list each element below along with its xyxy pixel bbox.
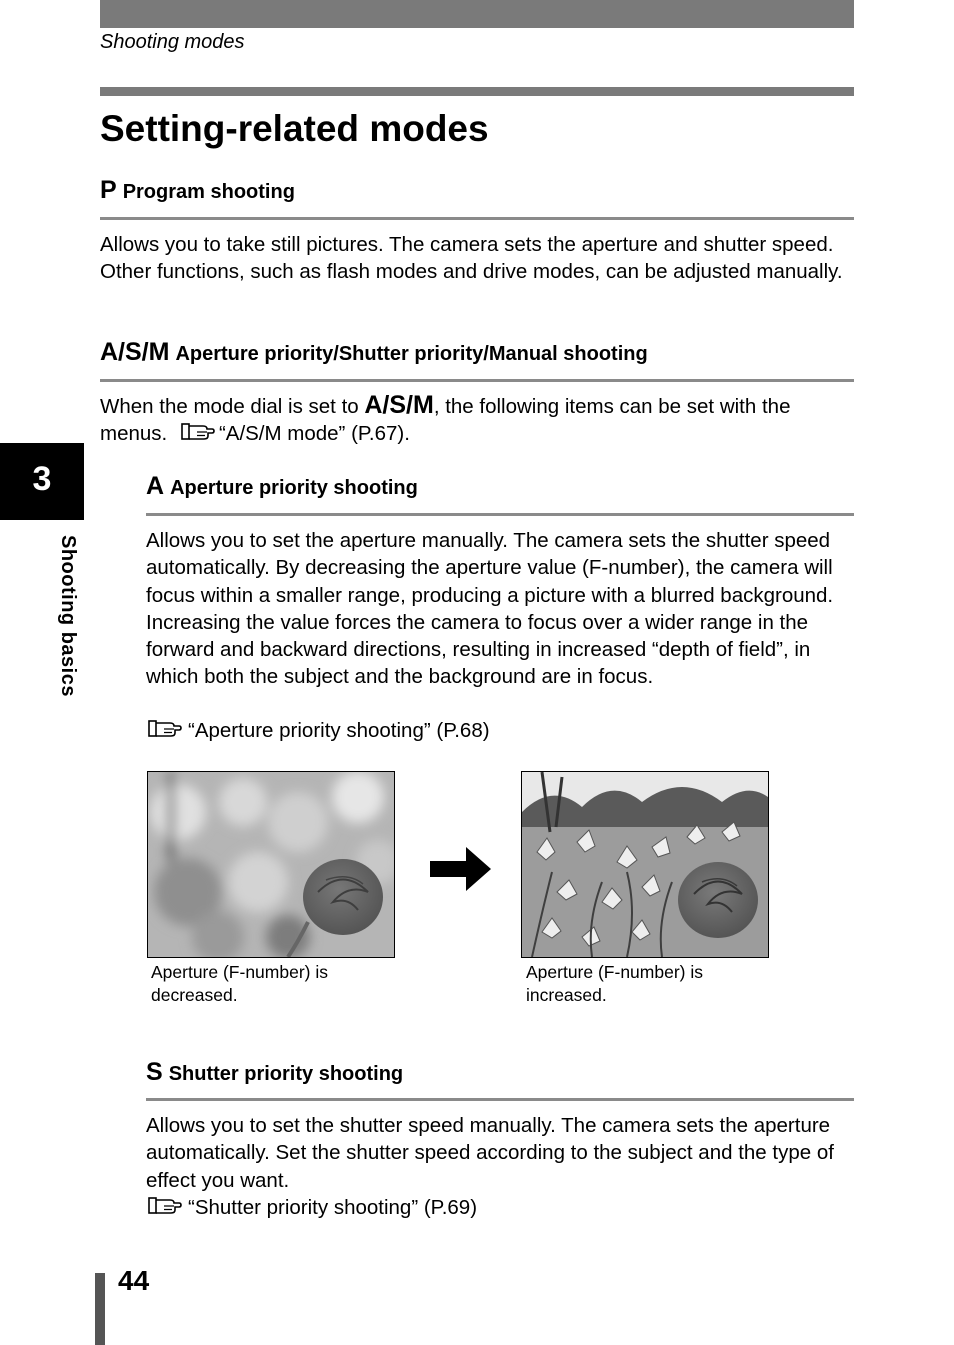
asm-body	[100, 392, 854, 450]
chapter-label: Shooting basics	[57, 535, 79, 697]
shutter-heading-text: Shutter priority shooting	[168, 1063, 404, 1085]
asm-mode-symbol: A/S/M	[100, 338, 170, 366]
shutter-ref-line	[146, 1194, 854, 1223]
caption-decreased: Aperture (F-number) is decreased.	[151, 962, 328, 1005]
header-bar	[100, 0, 854, 28]
reference-hand-icon	[181, 422, 215, 449]
right-arrow-icon	[430, 845, 492, 898]
aperture-ref-line	[146, 717, 854, 746]
program-rule	[100, 217, 854, 220]
page-number: 44	[118, 1265, 150, 1296]
program-heading	[100, 176, 295, 205]
program-mode-symbol: P	[100, 176, 117, 204]
aperture-ref: “Aperture priority shooting” (P.68)	[188, 719, 490, 742]
asm-heading-text: Aperture priority/Shutter priority/Manual shooting	[175, 343, 648, 365]
photo-aperture-increased	[521, 771, 769, 958]
shutter-heading	[146, 1058, 403, 1087]
aperture-heading	[146, 472, 418, 501]
asm-ref: “A/S/M mode” (P.67).	[218, 422, 410, 446]
reference-hand-icon	[146, 719, 184, 746]
asm-heading	[100, 338, 648, 367]
caption-increased: Aperture (F-number) is increased.	[526, 962, 703, 1005]
aperture-mode-symbol: A	[146, 472, 165, 500]
aperture-rule	[146, 513, 854, 516]
title-rule	[100, 87, 854, 96]
chapter-number: 3	[32, 460, 52, 498]
asm-body-pre: When the mode dial is set to	[100, 395, 365, 418]
shutter-mode-symbol: S	[146, 1058, 163, 1086]
page-number-bar	[95, 1273, 105, 1345]
aperture-heading-text: Aperture priority shooting	[170, 477, 418, 499]
shutter-ref: “Shutter priority shooting” (P.69)	[188, 1196, 478, 1219]
asm-body-mode: A/S/M	[364, 391, 434, 419]
program-body: Allows you to take still pictures. The camera sets the aperture and shutter speed. Other functions, such as flash modes and drive modes, can be adjusted manually.	[100, 233, 843, 284]
section-label: Shooting modes	[100, 31, 245, 53]
reference-hand-icon	[146, 1196, 184, 1223]
asm-rule	[100, 379, 854, 382]
photo-aperture-decreased	[147, 771, 395, 958]
shutter-body: Allows you to set the shutter speed manually. The camera sets the aperture automatically. Set the shutter speed according to the subject and the type of effect you want.	[146, 1114, 834, 1192]
page-title: Setting-related modes	[100, 108, 489, 149]
program-heading-text: Program shooting	[122, 181, 295, 203]
aperture-body: Allows you to set the aperture manually. The camera sets the shutter speed automatically. By decreasing the aperture value (F-number), the camera will focus within a smaller range, producing a picture with a blurred background. Increasing the value forces the camera to focus over a wider range in the forward and backward directions, resulting in increased “depth of field”, in which both the subject and the background are in focus.	[146, 529, 834, 689]
shutter-rule	[146, 1098, 854, 1101]
asm-body-post: , the following items can be set with the menus.	[100, 395, 791, 446]
